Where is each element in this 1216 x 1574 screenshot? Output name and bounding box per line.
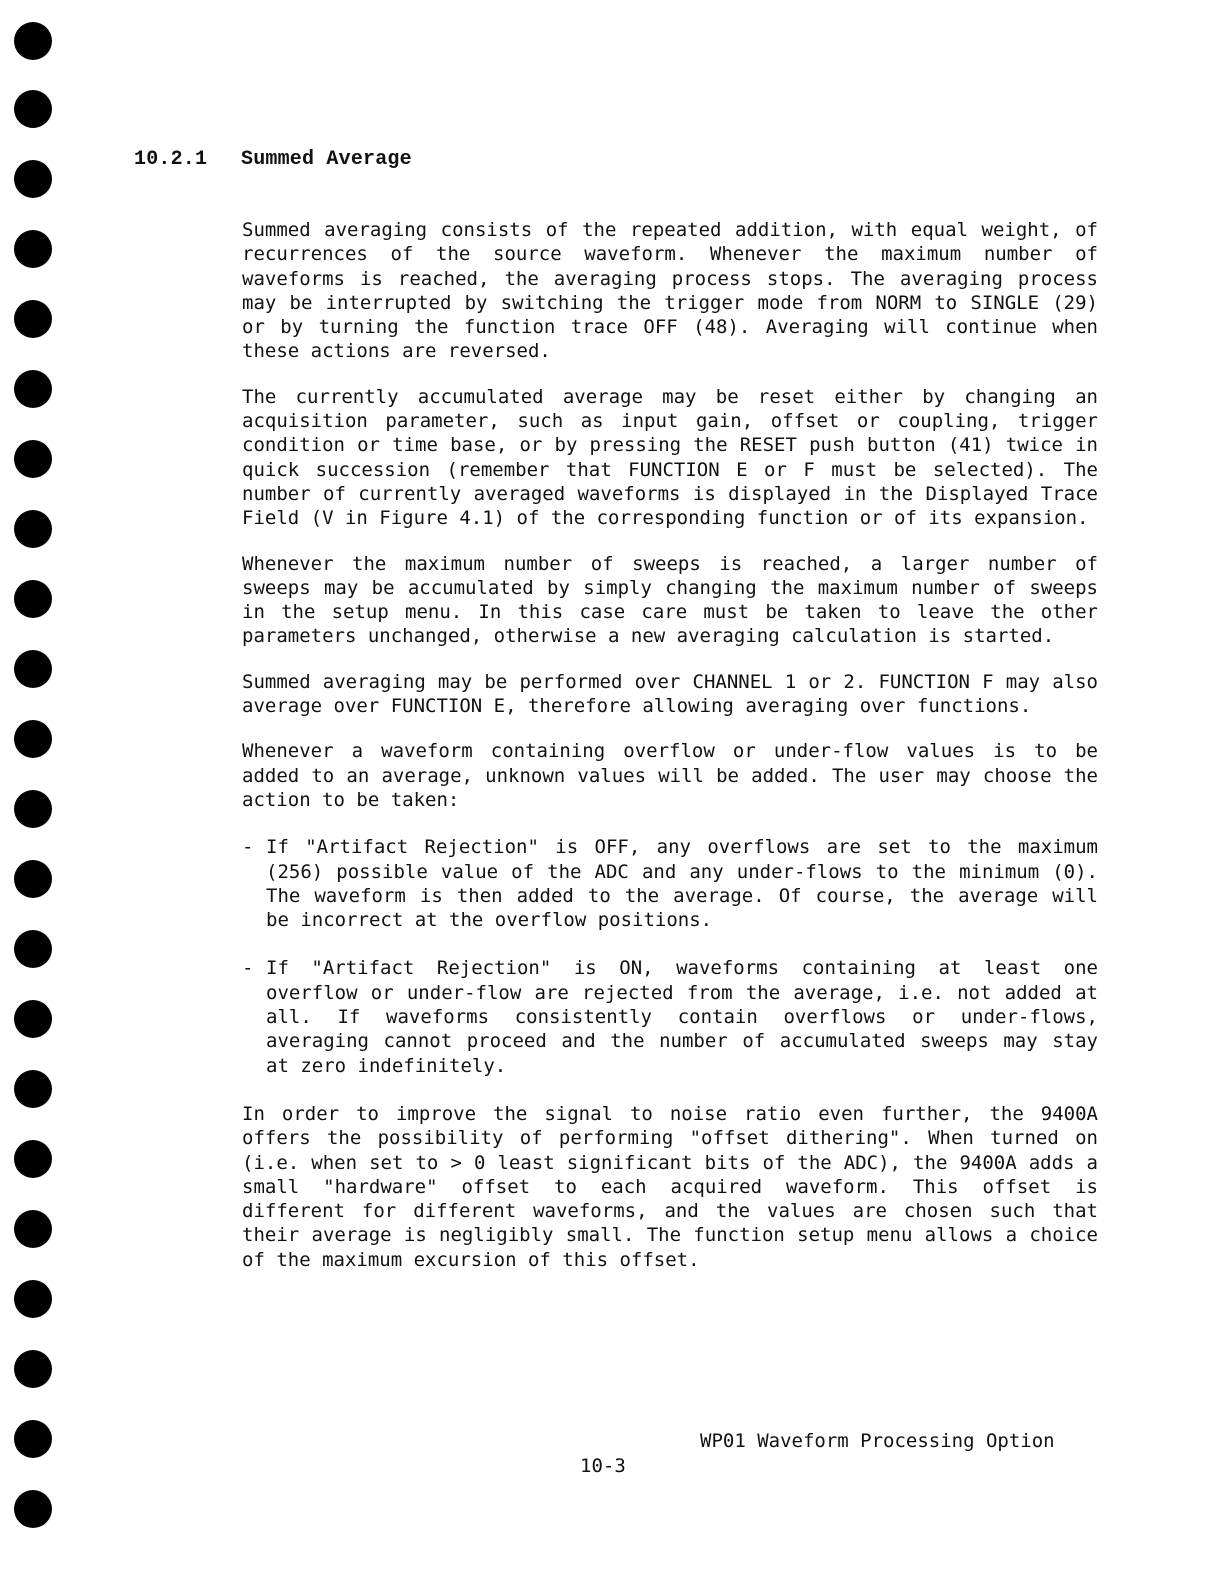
binder-hole bbox=[14, 160, 52, 198]
paragraph: Whenever the maximum number of sweeps is reached, a larger number of sweeps may be accumulated by simply changing the maximum number of sweeps in the setup menu. In this case care must be taken to leave the other parameters unchanged, otherwise a new averaging calculation is started. bbox=[242, 552, 1098, 648]
binder-hole bbox=[14, 510, 52, 548]
binder-hole bbox=[14, 22, 52, 60]
binder-hole bbox=[14, 1070, 52, 1108]
list-item-text: If "Artifact Rejection" is ON, waveforms containing at least one overflow or under-flow are rejected from the average, i.e. not added at all. If waveforms consistently contain overflows or under-flows, averaging cannot proceed and the number of accumulated sweeps may stay at zero indefinitely. bbox=[266, 957, 1098, 1077]
binder-hole bbox=[14, 300, 52, 338]
page-number: 10-3 bbox=[580, 1455, 626, 1477]
binder-hole bbox=[14, 1140, 52, 1178]
binder-hole bbox=[14, 230, 52, 268]
list-item bbox=[242, 956, 1098, 1077]
paragraph: The currently accumulated average may be reset either by changing an acquisition parameter, such as input gain, offset or coupling, trigger condition or time base, or by pressing the RESET push button (41) twice in quick succession (remember that FUNCTION E or F must be selected). The number of currently averaged waveforms is displayed in the Displayed Trace Field (V in Figure 4.1) of the corresponding function or of its expansion. bbox=[242, 385, 1098, 530]
body-text bbox=[242, 218, 1098, 1293]
binder-hole bbox=[14, 930, 52, 968]
list-item bbox=[242, 835, 1098, 932]
binder-hole bbox=[14, 1490, 52, 1528]
binder-hole bbox=[14, 790, 52, 828]
binder-hole bbox=[14, 90, 52, 128]
binder-holes bbox=[14, 20, 54, 1560]
bullet-dash: - bbox=[242, 957, 254, 980]
binder-hole bbox=[14, 580, 52, 618]
binder-hole bbox=[14, 1210, 52, 1248]
section-title: Summed Average bbox=[241, 148, 412, 171]
binder-hole bbox=[14, 1350, 52, 1388]
closing-paragraph: In order to improve the signal to noise ratio even further, the 9400A offers the possibility of performing "offset dithering". When turned on (i.e. when set to > 0 least significant bits of the ADC), the 9400A adds a small "hardware" offset to each acquired waveform. This offset is different for different waveforms, and the values are chosen such that their average is negligibly small. The function setup menu allows a choice of the maximum excursion of this offset. bbox=[242, 1102, 1098, 1271]
section-heading bbox=[134, 148, 412, 171]
binder-hole bbox=[14, 370, 52, 408]
binder-hole bbox=[14, 1420, 52, 1458]
paragraph: Summed averaging may be performed over CHANNEL 1 or 2. FUNCTION F may also average over FUNCTION E, therefore allowing averaging over functions. bbox=[242, 670, 1098, 718]
footer-title: WP01 Waveform Processing Option bbox=[700, 1430, 1055, 1452]
paragraph: Summed averaging consists of the repeated addition, with equal weight, of recurrences of the source waveform. Whenever the maximum number of waveforms is reached, the averaging process stops. The averaging process may be interrupted by switching the trigger mode from NORM to SINGLE (29) or by turning the function trace OFF (48). Averaging will continue when these actions are reversed. bbox=[242, 219, 1098, 363]
bullet-dash: - bbox=[242, 836, 254, 859]
binder-hole bbox=[14, 1280, 52, 1318]
paragraph: Whenever a waveform containing overflow or under-flow values is to be added to an average, unknown values will be added. The user may choose the action to be taken: bbox=[242, 740, 1098, 811]
binder-hole bbox=[14, 1000, 52, 1038]
binder-hole bbox=[14, 860, 52, 898]
binder-hole bbox=[14, 440, 52, 478]
section-number: 10.2.1 bbox=[134, 148, 208, 171]
binder-hole bbox=[14, 720, 52, 758]
list-item-text: If "Artifact Rejection" is OFF, any overflows are set to the maximum (256) possible value of the ADC and any under-flows to the minimum (0). The waveform is then added to the average. Of course, the average will be incorrect at the overflow positions. bbox=[266, 836, 1098, 932]
binder-hole bbox=[14, 650, 52, 688]
